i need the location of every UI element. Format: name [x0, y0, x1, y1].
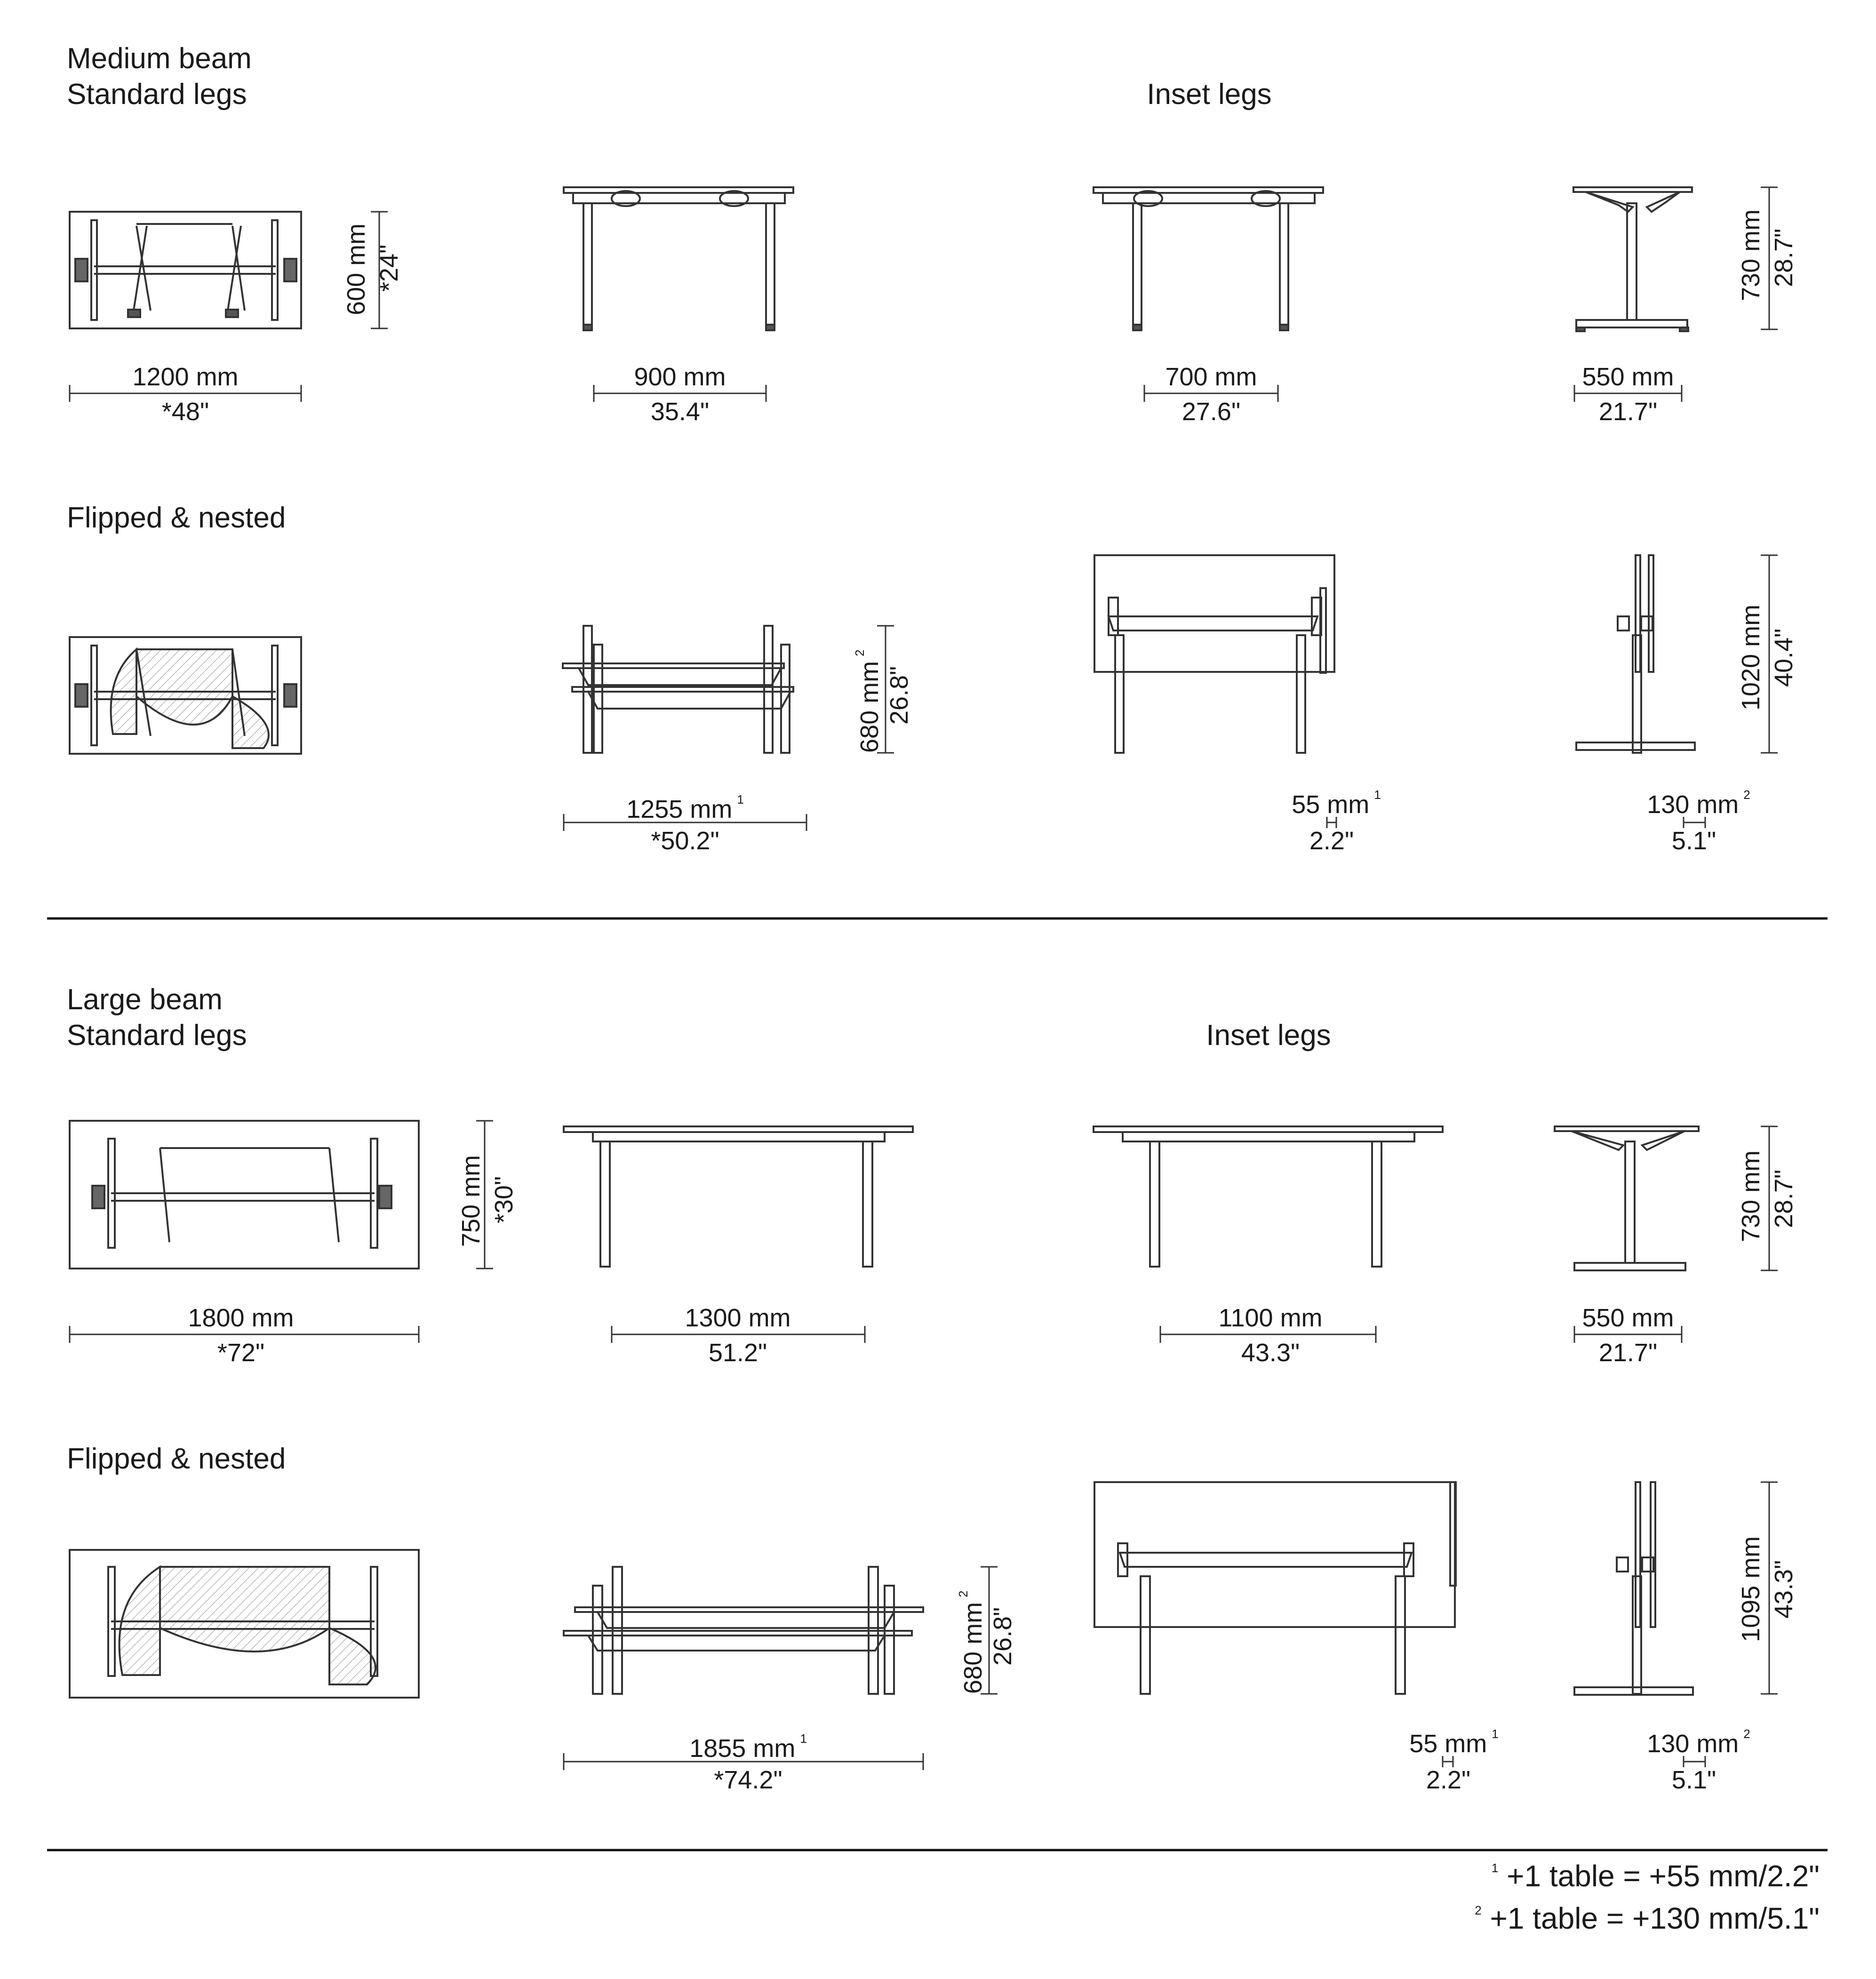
s1-flipped-height-mm: 1020 mm — [1737, 604, 1765, 710]
s1-height-mm: 730 mm — [1737, 209, 1765, 301]
s2-top-depth-inch: *30" — [490, 1176, 518, 1223]
s2-side-mm: 550 mm — [1582, 1304, 1674, 1332]
s2-extra-side — [1647, 1728, 1750, 1756]
front-view-standard-medium — [564, 187, 793, 330]
s2-extra-front-mm: 55 mm — [1409, 1730, 1487, 1758]
footnote-2-sup: 2 — [1475, 1903, 1482, 1917]
top-view-large — [70, 1121, 419, 1269]
section1-flipped-label: Flipped & nested — [67, 502, 286, 534]
s2-top-length-inch: *72" — [217, 1339, 265, 1367]
s2-top-depth-mm: 750 mm — [457, 1155, 485, 1247]
s2-nested-height-sup: 2 — [956, 1590, 970, 1597]
section2-title-line1: Large beam — [67, 983, 223, 1016]
s1-height-inch: 28.7" — [1770, 228, 1798, 287]
s2-height-mm: 730 mm — [1737, 1150, 1765, 1242]
section1-title-line2: Standard legs — [67, 78, 247, 111]
nested-view-large — [564, 1567, 923, 1694]
s1-nested-length-sup: 1 — [737, 792, 744, 806]
section1-inset-label: Inset legs — [1147, 78, 1272, 111]
flipped-front-view-medium — [1094, 555, 1334, 753]
section2-inset-label: Inset legs — [1206, 1019, 1331, 1052]
footnote-1-text: +1 table = +55 mm/2.2" — [1507, 1859, 1820, 1893]
s1-extra-side-mm: 130 mm — [1647, 790, 1739, 819]
s1-front-inset-mm: 700 mm — [1165, 363, 1257, 391]
s1-extra-front-sup: 1 — [1374, 788, 1381, 802]
s2-extra-side-inch: 5.1" — [1671, 1766, 1716, 1794]
s2-extra-front — [1409, 1728, 1499, 1756]
s2-nested-length — [689, 1732, 807, 1761]
s2-extra-side-sup: 2 — [1743, 1727, 1750, 1741]
section2-flipped-label: Flipped & nested — [67, 1443, 286, 1475]
flipped-top-view-large — [70, 1550, 419, 1698]
s1-side-inch: 21.7" — [1598, 398, 1658, 426]
s2-nested-length-sup: 1 — [800, 1732, 807, 1746]
s2-extra-front-inch: 2.2" — [1426, 1766, 1471, 1794]
side-view-large — [1555, 1126, 1699, 1270]
s2-nested-length-inch: *74.2" — [714, 1766, 782, 1794]
s2-height-inch: 28.7" — [1770, 1169, 1798, 1228]
s2-extra-side-mm: 130 mm — [1647, 1730, 1739, 1758]
footnote-2-text: +1 table = +130 mm/5.1" — [1490, 1901, 1820, 1935]
s1-extra-front — [1292, 789, 1381, 817]
s1-front-inset-inch: 27.6" — [1181, 398, 1241, 426]
section2-title-line2: Standard legs — [67, 1019, 247, 1052]
s1-nested-length — [626, 793, 744, 822]
s1-extra-side-inch: 5.1" — [1671, 827, 1716, 855]
s2-nested-height-mm: 680 mm — [959, 1602, 987, 1694]
front-view-standard-large — [564, 1126, 913, 1267]
front-view-inset-medium — [1094, 187, 1323, 330]
s2-front-std-inch: 51.2" — [708, 1339, 767, 1367]
top-view-medium — [70, 212, 301, 328]
s1-extra-side-sup: 2 — [1743, 788, 1750, 802]
footnote-1-sup: 1 — [1491, 1861, 1499, 1875]
section1-title-line1: Medium beam — [67, 42, 252, 75]
s1-flipped-height-inch: 40.4" — [1770, 628, 1798, 687]
s2-nested-length-mm: 1855 mm — [689, 1734, 796, 1763]
s1-extra-front-inch: 2.2" — [1309, 827, 1354, 855]
s2-flipped-height-inch: 43.3" — [1770, 1560, 1798, 1619]
s1-front-std-inch: 35.4" — [650, 398, 710, 426]
s1-top-depth-inch: *24" — [375, 244, 403, 292]
s1-nested-length-mm: 1255 mm — [626, 795, 733, 823]
s1-extra-front-mm: 55 mm — [1292, 790, 1370, 819]
s1-front-std-mm: 900 mm — [634, 363, 726, 391]
s2-nested-height-inch: 26.8" — [989, 1607, 1017, 1666]
s2-side-inch: 21.7" — [1598, 1339, 1658, 1367]
s1-nested-height — [854, 649, 882, 753]
s1-nested-height-inch: 26.8" — [885, 666, 913, 725]
footnote-1 — [1487, 1859, 1820, 1893]
s2-front-inset-inch: 43.3" — [1241, 1339, 1300, 1367]
footnote-2 — [1470, 1901, 1820, 1936]
flipped-top-view-medium — [70, 637, 301, 754]
s1-top-depth-mm: 600 mm — [342, 223, 370, 315]
s2-front-std-mm: 1300 mm — [685, 1304, 791, 1332]
flipped-side-view-large — [1574, 1482, 1693, 1695]
s2-flipped-height-mm: 1095 mm — [1737, 1536, 1765, 1642]
front-view-inset-large — [1094, 1126, 1443, 1267]
s2-nested-height — [957, 1590, 986, 1694]
flipped-side-view-medium — [1576, 555, 1695, 753]
flipped-front-view-large — [1094, 1482, 1456, 1694]
s1-nested-length-inch: *50.2" — [651, 827, 719, 855]
s1-extra-side — [1647, 789, 1750, 817]
dimension-lines — [70, 187, 1778, 1770]
s1-top-length-mm: 1200 mm — [132, 363, 239, 391]
s1-side-mm: 550 mm — [1582, 363, 1674, 391]
nested-view-medium — [563, 626, 793, 753]
s2-extra-front-sup: 1 — [1492, 1727, 1499, 1741]
s2-front-inset-mm: 1100 mm — [1218, 1304, 1323, 1332]
s2-top-length-mm: 1800 mm — [188, 1304, 294, 1332]
s1-nested-height-sup: 2 — [853, 649, 867, 656]
side-view-medium — [1573, 187, 1692, 331]
s1-nested-height-mm: 680 mm — [855, 661, 884, 753]
s1-top-length-inch: *48" — [161, 398, 209, 426]
